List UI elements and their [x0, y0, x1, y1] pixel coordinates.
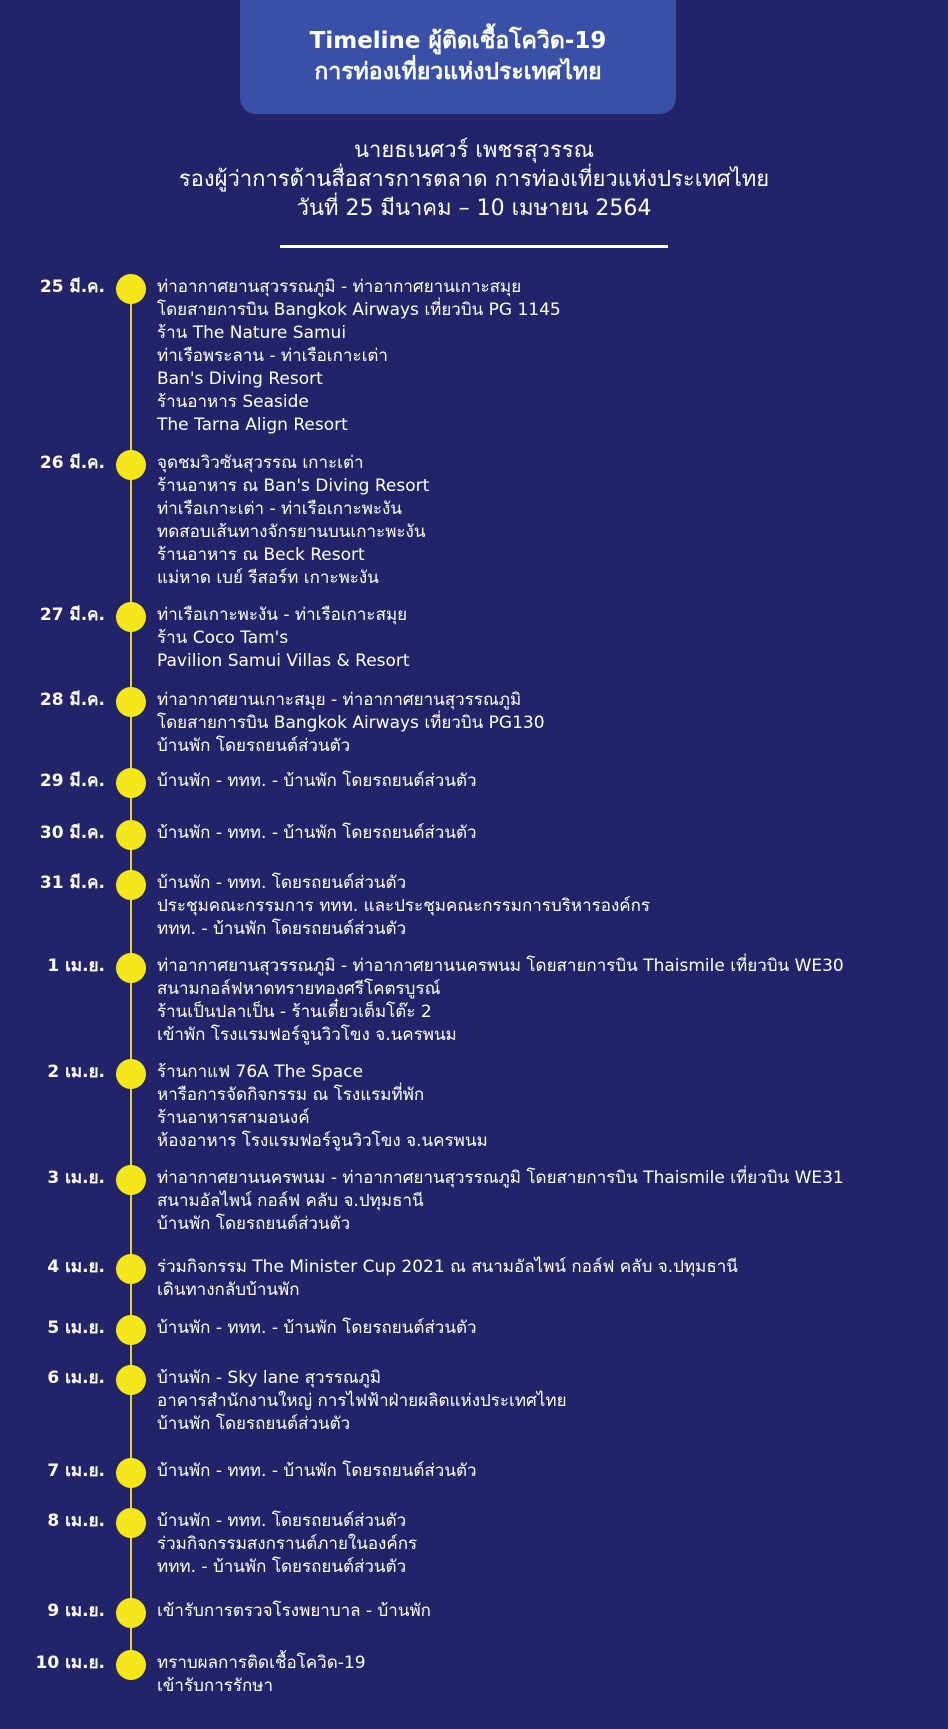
timeline-entry [0, 822, 948, 843]
timeline-detail-line: ร้านอาหาร ณ Ban's Diving Resort [157, 476, 430, 496]
timeline-dot [116, 1365, 146, 1395]
timeline-detail-line: ร้านอาหาร Seaside [157, 392, 309, 412]
timeline-detail-line: อาคารสำนักงานใหญ่ การไฟฟ้าฝ่ายผลิตแห่งประเทศไทย [157, 1391, 567, 1411]
timeline-detail-line: บ้านพัก - ททท. โดยรถยนต์ส่วนตัว [157, 1511, 407, 1531]
timeline-details [157, 1510, 417, 1579]
timeline-details [157, 1652, 366, 1698]
timeline-dot [116, 274, 146, 304]
timeline-detail-line: เข้ารับการรักษา [157, 1676, 274, 1696]
timeline-details [157, 1600, 431, 1623]
timeline-details [157, 604, 410, 673]
timeline-detail-line: ท่าเรือเกาะพะงัน - ท่าเรือเกาะสมุย [157, 605, 408, 625]
timeline-detail-line: ห้องอาหาร โรงแรมฟอร์จูนวิวโขง จ.นครพนม [157, 1131, 488, 1151]
timeline-date: 5 เม.ย. [47, 1318, 105, 1338]
timeline-detail-line: ร้านอาหาร ณ Beck Resort [157, 545, 365, 565]
timeline-dot [116, 820, 146, 850]
timeline-entry [0, 1256, 948, 1300]
timeline-detail-line: ท่าอากาศยานเกาะสมุย - ท่าอากาศยานสุวรรณภูมิ [157, 690, 522, 710]
timeline-detail-line: โดยสายการบิน Bangkok Airways เที่ยวบิน PG 1145 [157, 300, 561, 320]
timeline-detail-line: ทราบผลการติดเชื้อโควิด-19 [157, 1653, 366, 1673]
timeline-detail-line: เดินทางกลับบ้านพัก [157, 1280, 300, 1300]
timeline-dot [116, 602, 146, 632]
page-title-line-2: การท่องเที่ยวแห่งประเทศไทย [314, 59, 602, 85]
timeline-detail-line: บ้านพัก โดยรถยนต์ส่วนตัว [157, 1214, 351, 1234]
timeline-dot [116, 870, 146, 900]
timeline-detail-line: ท่าอากาศยานสุวรรณภูมิ - ท่าอากาศยานนครพนม โดยสายการบิน Thaismile เที่ยวบิน WE30 [157, 956, 844, 976]
timeline-details [157, 822, 477, 845]
timeline-detail-line: หารือการจัดกิจกรรม ณ โรงแรมที่พัก [157, 1085, 425, 1105]
timeline-detail-line: แม่หาด เบย์ รีสอร์ท เกาะพะงัน [157, 568, 379, 588]
timeline-date: 3 เม.ย. [47, 1168, 105, 1188]
subtitle-block [0, 136, 948, 223]
timeline-detail-line: ท่าเรือเกาะเต่า - ท่าเรือเกาะพะงัน [157, 499, 402, 519]
timeline-dot [116, 1165, 146, 1195]
subtitle-name: นายธเนศวร์ เพชรสุวรรณ [354, 138, 594, 163]
timeline-detail-line: ร้านกาแฟ 76A The Space [157, 1062, 364, 1082]
timeline-entry [0, 689, 948, 756]
timeline-entry [0, 955, 948, 1045]
title-box [240, 0, 676, 114]
timeline-dot [116, 450, 146, 480]
timeline-entry [0, 872, 948, 939]
timeline-date: 8 เม.ย. [47, 1511, 105, 1531]
timeline-detail-line: ททท. - บ้านพัก โดยรถยนต์ส่วนตัว [157, 919, 407, 939]
timeline-detail-line: ทดสอบเส้นทางจักรยานบนเกาะพะงัน [157, 522, 426, 542]
subtitle-period: วันที่ 25 มีนาคม – 10 เมษายน 2564 [296, 196, 652, 221]
divider [280, 245, 668, 248]
timeline-dot [116, 1508, 146, 1538]
timeline-date: 7 เม.ย. [47, 1461, 105, 1481]
timeline-details [157, 1061, 488, 1153]
timeline-date: 9 เม.ย. [47, 1601, 105, 1621]
timeline-detail-line: บ้านพัก โดยรถยนต์ส่วนตัว [157, 1414, 351, 1434]
timeline-detail-line: โดยสายการบิน Bangkok Airways เที่ยวบิน PG130 [157, 713, 545, 733]
page-title-line-1: Timeline ผู้ติดเชื้อโควิด-19 [309, 28, 607, 54]
timeline-date: 25 มี.ค. [39, 277, 105, 297]
timeline-date: 2 เม.ย. [47, 1062, 105, 1082]
timeline-details [157, 1460, 477, 1483]
timeline-detail-line: บ้านพัก โดยรถยนต์ส่วนตัว [157, 736, 351, 756]
timeline-detail-line: ประชุมคณะกรรมการ ททท. และประชุมคณะกรรมการบริหารองค์กร [157, 896, 651, 916]
timeline-detail-line: ททท. - บ้านพัก โดยรถยนต์ส่วนตัว [157, 1557, 407, 1577]
timeline-dot [116, 687, 146, 717]
timeline-entry [0, 1367, 948, 1434]
timeline-date: 29 มี.ค. [39, 771, 105, 791]
timeline-dot [116, 1059, 146, 1089]
timeline-entry [0, 770, 948, 791]
timeline-entry [0, 1460, 948, 1481]
subtitle-position: รองผู้ว่าการด้านสื่อสารการตลาด การท่องเที่ยวแห่งประเทศไทย [178, 167, 770, 192]
timeline-entry [0, 1061, 948, 1151]
timeline-detail-line: ร้าน Coco Tam's [157, 628, 289, 648]
timeline-date: 28 มี.ค. [39, 690, 105, 710]
timeline-detail-line: บ้านพัก - ททท. โดยรถยนต์ส่วนตัว [157, 873, 407, 893]
timeline-detail-line: ร่วมกิจกรรม The Minister Cup 2021 ณ สนามอัลไพน์ กอล์ฟ คลับ จ.ปทุมธานี [157, 1257, 738, 1277]
timeline-detail-line: บ้านพัก - ททท. - บ้านพัก โดยรถยนต์ส่วนตัว [157, 771, 477, 791]
timeline-entry [0, 1167, 948, 1234]
timeline-detail-line: The Tarna Align Resort [157, 415, 348, 435]
timeline-entry [0, 1317, 948, 1338]
timeline-detail-line: เข้ารับการตรวจโรงพยาบาล - บ้านพัก [157, 1601, 431, 1621]
timeline-detail-line: Pavilion Samui Villas & Resort [157, 651, 410, 671]
timeline-details [157, 689, 545, 758]
timeline-details [157, 1367, 567, 1436]
timeline-entry [0, 604, 948, 671]
timeline-entry [0, 1600, 948, 1621]
timeline-detail-line: บ้านพัก - ททท. - บ้านพัก โดยรถยนต์ส่วนตัว [157, 823, 477, 843]
timeline-details [157, 1256, 738, 1302]
timeline-date: 27 มี.ค. [39, 605, 105, 625]
timeline-detail-line: สนามอัลไพน์ กอล์ฟ คลับ จ.ปทุมธานี [157, 1191, 424, 1211]
timeline-details [157, 1317, 477, 1340]
timeline-detail-line: บ้านพัก - ททท. - บ้านพัก โดยรถยนต์ส่วนตัว [157, 1461, 477, 1481]
timeline-details [157, 955, 844, 1047]
timeline-date: 31 มี.ค. [39, 873, 105, 893]
timeline-dot [116, 1650, 146, 1680]
timeline-date: 26 มี.ค. [39, 453, 105, 473]
timeline-details [157, 452, 429, 590]
timeline-dot [116, 1254, 146, 1284]
timeline-entry [0, 1652, 948, 1696]
timeline-detail-line: ร่วมกิจกรรมสงกรานต์ภายในองค์กร [157, 1534, 418, 1554]
timeline-detail-line: บ้านพัก - ททท. - บ้านพัก โดยรถยนต์ส่วนตัว [157, 1318, 477, 1338]
timeline-detail-line: สนามกอล์ฟหาดทรายทองศรีโคตรบูรณ์ [157, 979, 441, 999]
timeline-dot [116, 768, 146, 798]
timeline-detail-line: ท่าอากาศยานสุวรรณภูมิ - ท่าอากาศยานเกาะสมุย [157, 277, 522, 297]
timeline-dot [116, 1598, 146, 1628]
timeline-date: 10 เม.ย. [35, 1653, 105, 1673]
timeline-detail-line: ร้าน The Nature Samui [157, 323, 347, 343]
timeline-detail-line: จุดชมวิวซันสุวรรณ เกาะเต่า [157, 453, 364, 473]
timeline-details [157, 276, 561, 437]
timeline-detail-line: เข้าพัก โรงแรมฟอร์จูนวิวโขง จ.นครพนม [157, 1025, 457, 1045]
timeline-entry [0, 452, 948, 588]
timeline-dot [116, 953, 146, 983]
timeline-dot [116, 1315, 146, 1345]
timeline-details [157, 1167, 844, 1236]
timeline-entry [0, 1510, 948, 1577]
timeline-date: 4 เม.ย. [47, 1257, 105, 1277]
timeline-date: 6 เม.ย. [47, 1368, 105, 1388]
timeline-details [157, 872, 650, 941]
timeline-detail-line: Ban's Diving Resort [157, 369, 323, 389]
timeline-date: 30 มี.ค. [39, 823, 105, 843]
timeline-detail-line: ร้านอาหารสามอนงค์ [157, 1108, 310, 1128]
timeline-detail-line: ท่าอากาศยานนครพนม - ท่าอากาศยานสุวรรณภูมิ โดยสายการบิน Thaismile เที่ยวบิน WE31 [157, 1168, 844, 1188]
timeline-dot [116, 1458, 146, 1488]
timeline-details [157, 770, 477, 793]
timeline-detail-line: ท่าเรือพระลาน - ท่าเรือเกาะเต่า [157, 346, 388, 366]
timeline-date: 1 เม.ย. [47, 956, 105, 976]
timeline-entry [0, 276, 948, 435]
timeline-detail-line: ร้านเป็นปลาเป็น - ร้านเตี๋ยวเต็มโต๊ะ 2 [157, 1002, 432, 1022]
timeline-detail-line: บ้านพัก - Sky lane สุวรรณภูมิ [157, 1368, 382, 1388]
